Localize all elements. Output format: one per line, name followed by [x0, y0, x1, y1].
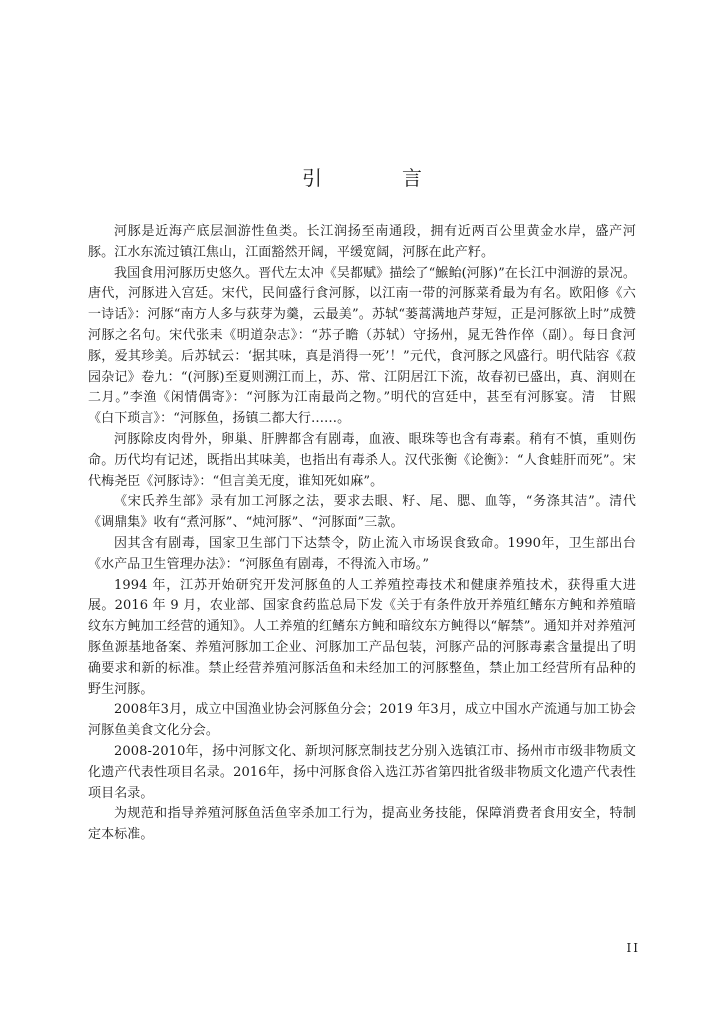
- page-title: 引 言: [302, 166, 452, 190]
- paragraph: 河豚除皮肉骨外，卵巢、肝脾都含有剧毒，血液、眼珠等也含有毒素。稍有不慎，重则伤命。历代均有记述，既指出其味美，也指出有毒杀人。汉代张衡《论衡》：“人食蛙肝而死”。宋代梅尧臣《河豚诗》：“但言美无度，谁知死如麻”。: [88, 431, 636, 489]
- paragraph: 为规范和指导养殖河豚鱼活鱼宰杀加工行为，提高业务技能，保障消费者食用安全，特制定本标准。: [88, 806, 636, 843]
- paragraph: 因其含有剧毒，国家卫生部门下达禁令，防止流入市场误食致命。1990年，卫生部出台《水产品卫生管理办法》：“河豚鱼有剧毒，不得流入市场。”: [88, 535, 636, 572]
- body-text: [88, 222, 636, 846]
- paragraph: 我国食用河豚历史悠久。晋代左太冲《吴都赋》描绘了“鯸鲐(河豚)”在长江中洄游的景况。唐代，河豚进入宫廷。宋代，民间盛行食河豚，以江南一带的河豚菜肴最为有名。欧阳修《六一诗话》：河豚“南方人多与荻芽为羹，云最美”。苏轼“蒌蒿满地芦芽短，正是河豚欲上时”成赞河豚之名句。宋代张耒《明道杂志》：“苏子瞻（苏轼）守扬州，晁无咎作倅（副）。每日食河豚，爱其珍美。后苏轼云：‘据其味，真是消得一死’！”元代，食河豚之风盛行。明代陆容《菽园杂记》卷九：“(河豚)至夏则溯江而上，苏、常、江阴居江下流，故春初已盛出，真、润则在二月。”李渔《闲情偶寄》：“河豚为江南最尚之物。”明代的宫廷中，甚至有河豚宴。清 甘熙《白下琐言》：“河豚鱼，扬镇二都大行……。: [88, 265, 636, 427]
- paragraph: 河豚是近海产底层洄游性鱼类。长江润扬至南通段，拥有近两百公里黄金水岸，盛产河豚。江水东流过镇江焦山，江面豁然开阔，平缓宽阔，河豚在此产籽。: [88, 224, 636, 260]
- page-number: II: [626, 941, 640, 955]
- paragraph: 《宋氏养生部》录有加工河豚之法，要求去眼、籽、尾、腮、血等，“务涤其洁”。清代《调鼎集》收有“煮河豚”、“炖河豚”、“河豚面”三款。: [88, 494, 636, 531]
- paragraph: 2008-2010年，扬中河豚文化、新坝河豚烹制技艺分别入选镇江市、扬州市市级非物质文化遗产代表性项目名录。2016年，扬中河豚食俗入选江苏省第四批省级非物质文化遗产代表性项目名录。: [88, 743, 636, 801]
- paragraph: 1994 年，江苏开始研究开发河豚鱼的人工养殖控毒技术和健康养殖技术，获得重大进展。2016 年 9 月，农业部、国家食药监总局下发《关于有条件放开养殖红鳍东方鲀和养殖暗纹东方鲀加工经营的通知》。人工养殖的红鳍东方鲀和暗纹东方鲀得以“解禁”。通知并对养殖河豚鱼源基地备案、养殖河豚加工企业、河豚加工产品包装，河豚产品的河豚毒素含量提出了明确要求和新的标准。禁止经营养殖河豚活鱼和未经加工的河豚整鱼，禁止加工经营所有品种的野生河豚。: [88, 577, 636, 697]
- paragraph: 2008年3月，成立中国渔业协会河豚鱼分会；2019 年3月，成立中国水产流通与加工协会河豚鱼美食文化分会。: [88, 702, 636, 739]
